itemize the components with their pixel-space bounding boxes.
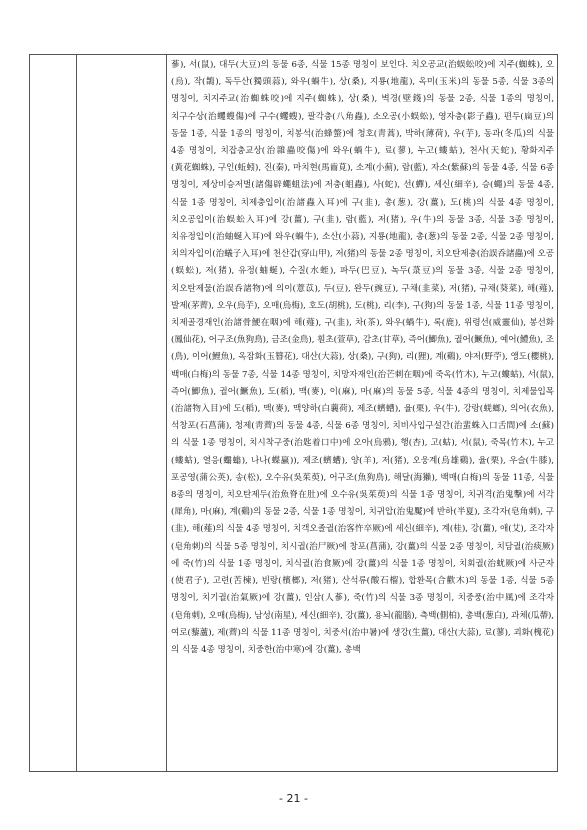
page-number: - 21 -	[279, 792, 308, 805]
content-table	[29, 54, 558, 772]
column-divider-1	[76, 55, 77, 771]
body-text-cell	[171, 57, 554, 769]
body-paragraph: 蔘), 서(鼠), 대두(大豆)의 동물 6종, 식물 15종 명칭이 보인다. 치오공교(治蜈蚣咬)에 지주(蜘蛛), 오(烏), 작(鵲), 독두산(獨頭蒜), 와우(蝸牛), 상(桑), 지룡(地龍), 옥미(玉米)의 동물 5종, 식물 3종의 명칭이, 치지주교(治蜘蛛咬)에 지주(蜘蛛), 상(桑), 벽경(壁錢)의 동물 2종, 식물 1종의 명칭이, 치구수상(治蠼螋傷)에 구수(蠼螋), 팔각충(八角蟲), 소오공(小蜈蚣), 영자충(影子蟲), 편두(扁豆)의 동물 1종, 식물 1종의 명칭이, 치봉석(治蜂螫)에 청호(靑蒿), 박하(薄荷), 우(芋), 동과(冬瓜)의 식물 4종 명칭이, 치잡충교상(治雜蟲咬傷)에 와우(蝸牛), 료(蓼), 누고(螻蛄), 천사(天蛇), 황화지주(黃花蜘蛛), 구인(蚯蚓), 진(秦), 마치현(馬齒莧), 소계(小薊), 람(藍), 자소(紫蘇)의 동물 4종, 식물 6종 명칭이, 제상비승저벌(諸傷辟蠅蛆法)에 저충(蛆蟲), 사(蛇), 선(蟬), 세신(細辛), 승(蠅)의 동물 4종, 식물 1종 명칭이, 치제충입이(治諸蟲入耳)에 구(韭), 총(葱), 강(薑), 도(桃)의 식물 4종 명칭이, 치오공입이(治蜈蚣入耳)에 강(薑), 구(韭), 람(藍), 저(猪), 우(牛)의 동물 3종, 식물 3종 명칭이, 치유정입이(治蚰蜒入耳)에 와우(蝸牛), 소산(小蒜), 지룡(地龍), 총(葱)의 동물 2종, 식물 2종 명칭이, 치의자입이(治蟻子入耳)에 천산갑(穿山甲), 저(猪)의 동물 2종 명칭이, 치오탄제충(治誤呑諸蟲)에 오공(蜈蚣), 저(猪), 유정(蚰蜒), 수질(水蛭), 파두(巴豆), 녹두(菉豆)의 동물 3종, 식물 2종 명칭이, 치오탄제물(治誤呑諸物)에 의이(薏苡), 두(豆), 완두(豌豆), 구채(韭菜), 저(猪), 규채(葵菜), 해(薤), 발제(茅薺), 오우(烏芋), 오매(烏梅), 호도(胡桃), 도(桃), 리(李), 구(狗)의 동물 1종, 식물 11종 명칭이, 치제골경재인(治諸骨鯁在咽)에 해(薤), 구(韭), 차(茶), 와우(蝸牛), 록(鹿), 위령선(威靈仙), 봉선화(鳳仙花), 어구조(魚狗鳥), 금조(金鳥), 훤초(萱草), 감초(甘草), 즉어(鯽魚), 궐어(鱖魚), 예어(鱧魚), 조(鳥), 이어(鯉魚), 옥잠화(玉簪花), 대산(大蒜), 상(桑), 구(狗), 리(狸), 계(鷄), 야저(野苧), 앵도(櫻桃), 백매(白梅)의 동물 7종, 식물 14종 명칭이, 치망자재인(治芒刺在咽)에 죽옥(竹木), 누고(螻蛄), 서(鼠), 즉어(鯽魚), 궐어(鱖魚), 도(稻), 맥(麥), 이(麻), 마(麻)의 동물 5종, 식물 4종의 명칭이, 치제물입목(治諸物入目)에 도(稻), 맥(麥), 맥양하(白蘘荷), 제조(蠐螬), 율(栗), 우(牛), 강랑(蜣螂), 의어(衣魚), 석창포(石菖蒲), 청제(靑薺)의 동물 4종, 식물 6종 명칭이, 치비사입구설간(治蜚蛛入口舌間)에 소(蘇)의 식물 1종 명칭이, 치시착구중(治匙着口中)에 오아(烏鴉), 행(杏), 고(蛄), 서(鼠), 죽목(竹木), 누고(螻蛄), 열응(蠮螉), 나나(蝶蠃)), 제조(蠐螬), 양(羊), 저(猪), 오웅계(烏雄鷄), 율(栗), 우슬(牛膝), 포공영(蒲公英), 송(松), 오수유(吳茱萸), 어구조(魚狗鳥), 해달(海獺), 백매(白梅)의 동물 11종, 식물 8종의 명칭이, 치오탄제두(治魚脊在肚)에 오수유(吳茱萸)의 식물 1종 명칭이, 치귀격(治鬼擊)에 서각(犀角), 마(麻), 계(鷄)의 동물 2종, 식물 1종 명칭이, 치귀압(治鬼魘)에 반하(半夏), 조각자(皂角刺), 구(韭), 해(薤)의 식물 4종 명칭이, 치객오졸궐(治客忤卒厥)에 세신(細辛), 계(桂), 강(薑), 애(艾), 조각자(皂角刺)의 식물 5종 명칭이, 치시궐(治尸厥)에 창포(菖蒲), 강(薑)의 식물 2종 명칭이, 치담궐(治痰厥)에 죽(竹)의 식물 1종 명칭이, 치식궐(治食厥)에 강(薑)의 식물 1종 명칭이, 치회궐(治蚘厥)에 사군자(使君子), 고련(苦楝), 빈랑(檳榔), 저(猪), 산석류(酸石榴), 합환목(合歡木)의 동물 1종, 식물 5종 명칭이, 치기궐(治氣厥)에 강(薑), 인삼(人蔘), 죽(竹)의 식물 3종 명칭이, 치중풍(治中風)에 조각자(皂角刺), 오매(烏梅), 남성(南星), 세신(細辛), 강(薑), 용뇌(龍腦), 측백(側柏), 총백(葱白), 과체(瓜蔕), 여로(藜蘆), 제(薺)의 식물 11종 명칭이, 치중서(治中暑)에 생강(生薑), 대산(大蒜), 료(蓼), 괴화(槐花)의 식물 4종 명칭이, 치중한(治中寒)에 강(薑), 총백	[171, 60, 554, 655]
column-divider-2	[166, 55, 167, 771]
